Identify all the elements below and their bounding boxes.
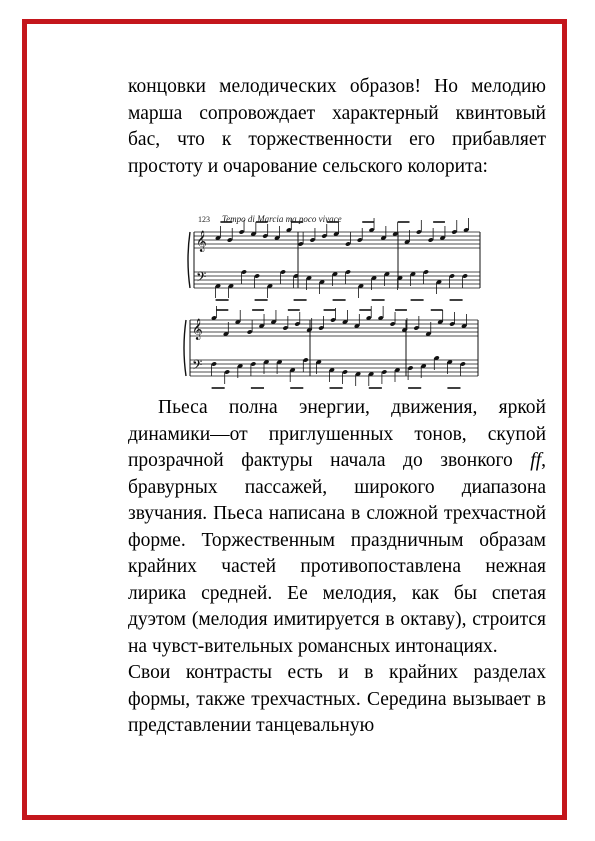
score-notes — [211, 218, 469, 388]
system-brace — [184, 320, 186, 376]
score-tempo-marking: Tempo di Marcia ma poco vivace — [222, 214, 342, 224]
text-block-top — [128, 74, 546, 180]
paragraph-energy-part1: Пьеса полна энергии, движения, яркой динамики—от приглушенных тонов, скупой прозрачной фактуры начала до звонкого — [128, 397, 546, 471]
bass-clef: 𝄢 — [192, 357, 203, 376]
paragraph-energy-part2: , бравурных пассажей, широкого диапазона звучания. Пьеса написана в сложной трехчастной форме. Торжественным праздничным образам крайних частей противопоставлена нежная лирика средней. Ее мелодия, как бы спетая дуэтом (мелодия имитируется в октаву), строится на чувст-вительных романсных интонациях. — [128, 450, 546, 657]
system-brace — [188, 232, 190, 288]
dynamic-marking-ff: ff — [530, 450, 542, 471]
paragraph-energy — [128, 395, 546, 660]
paragraph-contrasts: Свои контрасты есть и в крайних разделах формы, также трехчастных. Середина вызывает в представлении танцевальную — [128, 662, 546, 736]
text-block-bottom — [128, 395, 546, 740]
treble-clef: 𝄞 — [192, 319, 203, 340]
treble-clef: 𝄞 — [196, 231, 207, 252]
score-bar-number: 123 — [198, 215, 210, 224]
music-score-excerpt — [180, 210, 485, 390]
bass-clef: 𝄢 — [196, 269, 207, 288]
score-staves — [184, 231, 480, 376]
paragraph-intro: концовки мелодических образов! Но мелодию марша сопровождает характерный квинтовый бас, что к торжественности его прибавляет простоту и очарование сельского колорита: — [128, 76, 546, 177]
